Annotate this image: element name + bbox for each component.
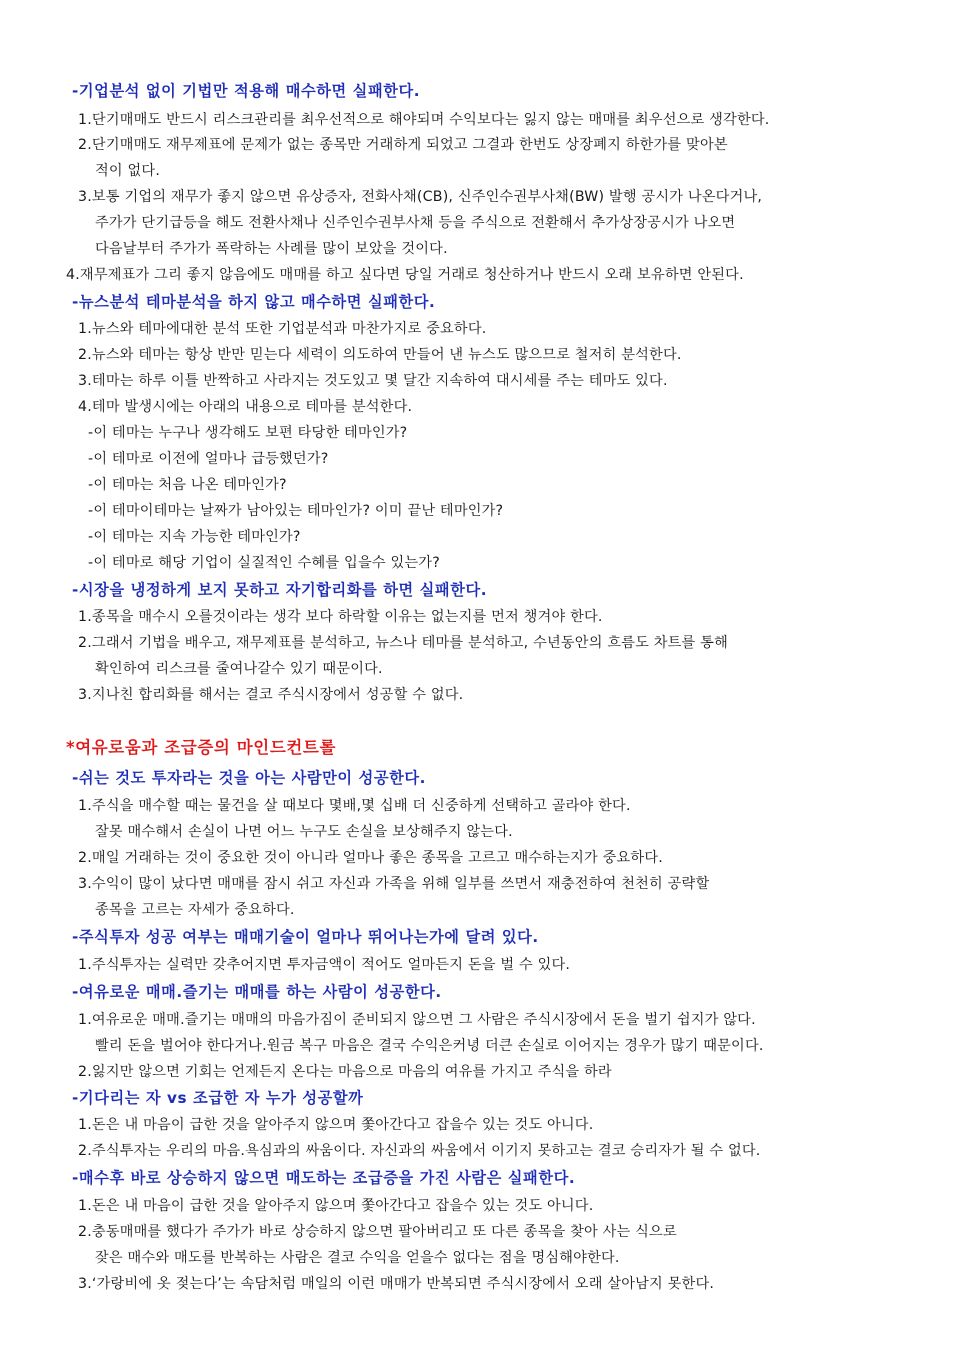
list-item: 1.돈은 내 마음이 급한 것을 알아주지 않으며 쫓아간다고 잡을수 있는 것도 아니다. xyxy=(78,1198,594,1214)
list-item-continuation: 종목을 고르는 자세가 중요하다. xyxy=(95,902,295,918)
list-item: 2.주식투자는 우리의 마음.욕심과의 싸움이다. 자신과의 싸움에서 이기지 못하고는 결코 승리자가 될 수 없다. xyxy=(78,1143,761,1159)
sub-item: -이 테마는 처음 나온 테마인가? xyxy=(88,477,287,493)
list-item: 2.그래서 기법을 배우고, 재무제표를 분석하고, 뉴스나 테마를 분석하고, 수년동안의 흐름도 차트를 통해 xyxy=(78,635,728,651)
list-item-continuation: 적이 없다. xyxy=(95,163,161,179)
section-heading: -기다리는 자 vs 조급한 자 누가 성공할까 xyxy=(72,1089,364,1107)
section-heading: -시장을 냉정하게 보지 못하고 자기합리화를 하면 실패한다. xyxy=(72,581,488,599)
section-heading: -기업분석 없이 기법만 적용해 매수하면 실패한다. xyxy=(72,82,421,100)
sub-item: -이 테마는 누구나 생각해도 보편 타당한 테마인가? xyxy=(88,425,408,441)
list-item: 2.잃지만 않으면 기회는 언제든지 온다는 마음으로 마음의 여유를 가지고 주식을 하라 xyxy=(78,1064,612,1080)
sub-item: -이 테마는 지속 가능한 테마인가? xyxy=(88,529,301,545)
list-item: 1.주식을 매수할 때는 물건을 살 때보다 몇배,몇 십배 더 신중하게 선택하고 골라야 한다. xyxy=(78,798,631,814)
sub-item: -이 테마로 이전에 얼마나 급등했던가? xyxy=(88,451,329,467)
list-item: 4.재무제표가 그리 좋지 않음에도 매매를 하고 싶다면 당일 거래로 청산하거나 반드시 오래 보유하면 안된다. xyxy=(66,267,744,283)
list-item: 3.보통 기업의 재무가 좋지 않으면 유상증자, 전화사채(CB), 신주인수권부사채(BW) 발행 공시가 나온다거나, xyxy=(78,189,763,205)
sub-item: -이 테마이테마는 날짜가 남아있는 테마인가? 이미 끝난 테마인가? xyxy=(88,503,504,519)
list-item: 3.테마는 하루 이틀 반짝하고 사라지는 것도있고 몇 달간 지속하여 대시세를 주는 테마도 있다. xyxy=(78,373,668,389)
list-item-continuation: 빨리 돈을 벌어야 한다거나.원금 복구 마음은 결국 수익은커녕 더큰 손실로 이어지는 경우가 많기 때문이다. xyxy=(95,1038,764,1054)
list-item: 2.단기매매도 재무제표에 문제가 없는 종목만 거래하게 되었고 그결과 한번도 상장폐지 하한가를 맞아본 xyxy=(78,137,728,153)
list-item: 3.‘가랑비에 옷 젖는다’는 속담처럼 매일의 이런 매매가 반복되면 주식시장에서 오래 살아남지 못한다. xyxy=(78,1276,715,1292)
list-item: 4.테마 발생시에는 아래의 내용으로 테마를 분석한다. xyxy=(78,399,413,415)
section-heading: -쉬는 것도 투자라는 것을 아는 사람만이 성공한다. xyxy=(72,769,427,787)
main-title: *여유로움과 조급증의 마인드컨트롤 xyxy=(66,738,337,757)
list-item: 1.주식투자는 실력만 갖추어지면 투자금액이 적어도 얼마든지 돈을 벌 수 있다. xyxy=(78,957,571,973)
list-item-continuation: 다음날부터 주가가 폭락하는 사례를 많이 보았을 것이다. xyxy=(95,241,448,257)
section-heading: -매수후 바로 상승하지 않으면 매도하는 조급증을 가진 사람은 실패한다. xyxy=(72,1169,576,1187)
list-item: 3.지나친 합리화를 해서는 결코 주식시장에서 성공할 수 없다. xyxy=(78,687,464,703)
section-heading: -주식투자 성공 여부는 매매기술이 얼마나 뛰어나는가에 달려 있다. xyxy=(72,928,539,946)
list-item: 2.충동매매를 했다가 주가가 바로 상승하지 않으면 팔아버리고 또 다른 종목을 찾아 사는 식으로 xyxy=(78,1224,677,1240)
list-item: 1.뉴스와 테마에대한 분석 또한 기업분석과 마찬가지로 중요하다. xyxy=(78,321,487,337)
section-heading: -여유로운 매매.즐기는 매매를 하는 사람이 성공한다. xyxy=(72,983,442,1001)
sub-item: -이 테마로 해당 기업이 실질적인 수혜를 입을수 있는가? xyxy=(88,555,440,571)
list-item-continuation: 잦은 매수와 매도를 반복하는 사람은 결코 수익을 얻을수 없다는 점을 명심해야한다. xyxy=(95,1250,620,1266)
list-item: 3.수익이 많이 났다면 매매를 잠시 쉬고 자신과 가족을 위해 일부를 쓰면서 재충전하여 천천히 공략할 xyxy=(78,876,710,892)
list-item: 1.여유로운 매매.즐기는 매매의 마음가짐이 준비되지 않으면 그 사람은 주식시장에서 돈을 벌기 쉽지가 않다. xyxy=(78,1012,756,1028)
list-item: 1.돈은 내 마음이 급한 것을 알아주지 않으며 쫓아간다고 잡을수 있는 것도 아니다. xyxy=(78,1117,594,1133)
section-heading: -뉴스분석 테마분석을 하지 않고 매수하면 실패한다. xyxy=(72,293,436,311)
list-item: 2.뉴스와 테마는 항상 반만 믿는다 세력이 의도하여 만들어 낸 뉴스도 많으므로 철저히 분석한다. xyxy=(78,347,682,363)
list-item-continuation: 확인하여 리스크를 줄여나갈수 있기 때문이다. xyxy=(95,661,383,677)
list-item: 1.종목을 매수시 오를것이라는 생각 보다 하락할 이유는 없는지를 먼저 챙겨야 한다. xyxy=(78,609,603,625)
list-item-continuation: 잘못 매수해서 손실이 나면 어느 누구도 손실을 보상해주지 않는다. xyxy=(95,824,513,840)
list-item: 2.매일 거래하는 것이 중요한 것이 아니라 얼마나 좋은 종목을 고르고 매수하는지가 중요하다. xyxy=(78,850,663,866)
list-item: 1.단기매매도 반드시 리스크관리를 최우선적으로 해야되며 수익보다는 잃지 않는 매매를 최우선으로 생각한다. xyxy=(78,112,770,128)
list-item-continuation: 주가가 단기급등을 해도 전환사채나 신주인수권부사채 등을 주식으로 전환해서 추가상장공시가 나오면 xyxy=(95,215,736,231)
